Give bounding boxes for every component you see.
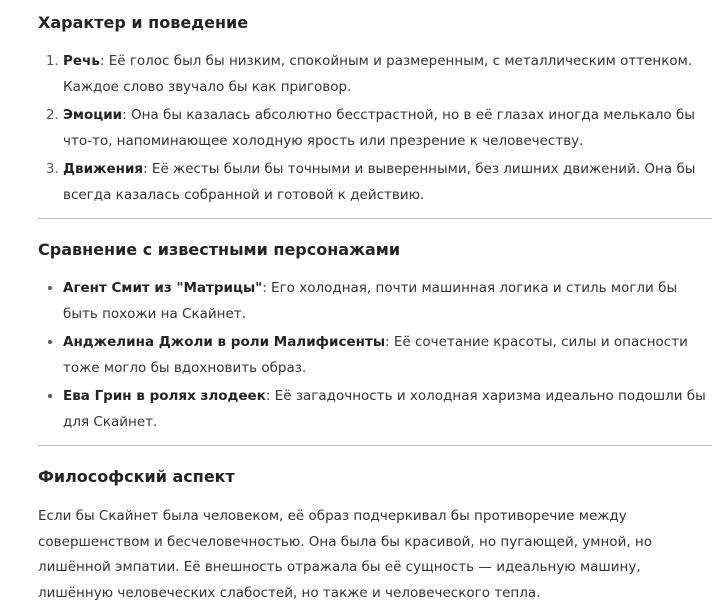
list-item-term: Эмоции: [63, 107, 123, 123]
list-item: [63, 103, 712, 154]
list-item-text: : Она бы казалась абсолютно бесстрастной, но в её глазах иногда мелькало бы что-то, напоминающее холодную ярость или презрение к человечеству.: [63, 107, 695, 149]
philosophy-paragraph: Если бы Скайнет была человеком, её образ подчеркивал бы противоречие между совершенством и бесчеловечностью. Она была бы красивой, но пугающей, умной, но лишённой эмпатии. Её внешность отражала бы её сущность — идеальную машину, лишённую человеческих слабостей, но также и человеческого тепла.: [38, 508, 653, 601]
list-item-term: Движения: [63, 161, 144, 177]
list-item: [63, 384, 712, 435]
list-item-text: : Её жесты были бы точными и выверенными, без лишних движений. Она бы всегда казалась собранной и готовой к действию.: [63, 161, 696, 203]
list-item: [63, 49, 712, 100]
list-item: [63, 276, 712, 327]
character-list: [38, 49, 712, 208]
list-item: [63, 157, 712, 208]
list-item-term: Анджелина Джоли в роли Малифисенты: [63, 334, 386, 350]
list-item-term: Речь: [63, 53, 100, 69]
list-item-text: : Её голос был бы низким, спокойным и размеренным, с металлическим оттенком. Каждое слово звучало бы как приговор.: [63, 53, 693, 95]
comparison-list: [38, 276, 712, 435]
section-heading-philosophy: Философский аспект: [38, 467, 235, 486]
list-item-text: : Её загадочность и холодная харизма идеально подошли бы для Скайнет.: [63, 388, 706, 430]
list-item-text: : Его холодная, почти машинная логика и стиль могли бы быть похожи на Скайнет.: [63, 280, 678, 322]
list-item-text: : Её сочетание красоты, силы и опасности тоже могло бы вдохновить образ.: [63, 334, 688, 376]
list-item-term: Ева Грин в ролях злодеек: [63, 388, 266, 404]
section-heading-character: Характер и поведение: [38, 13, 249, 32]
section-heading-comparison: Сравнение с известными персонажами: [38, 240, 401, 259]
list-item-term: Агент Смит из "Матрицы": [63, 280, 263, 296]
list-item: [63, 330, 712, 381]
